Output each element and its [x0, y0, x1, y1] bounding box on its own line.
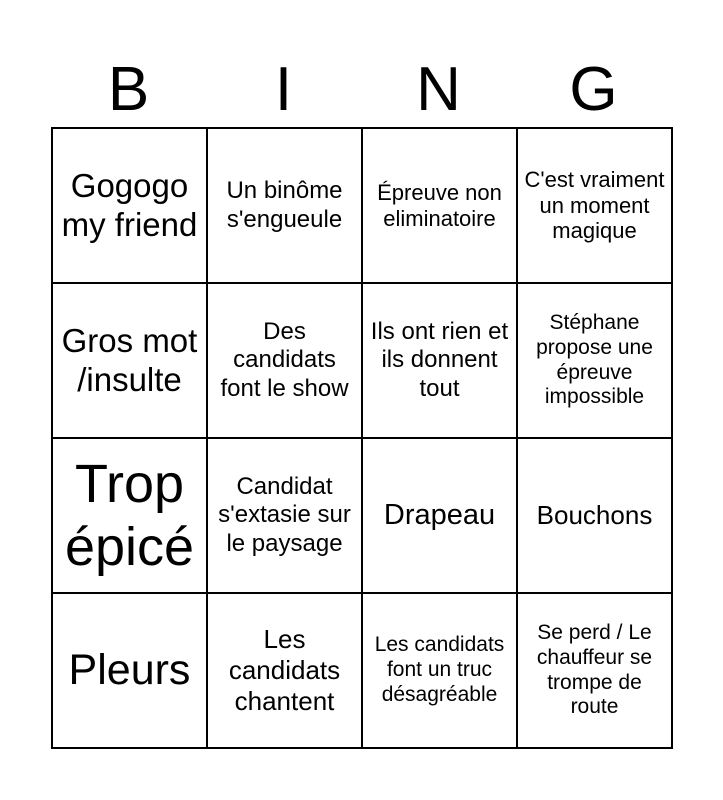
header-letter-i: I — [274, 55, 293, 124]
bingo-row-4 — [52, 593, 672, 748]
bingo-cell[interactable]: Trop épicé — [52, 438, 207, 593]
bingo-cell[interactable]: Les candidats chantent — [207, 593, 362, 748]
bingo-cell[interactable]: Gros mot /insulte — [52, 283, 207, 438]
bingo-cell[interactable]: Stéphane propose une épreuve impossible — [517, 283, 672, 438]
bingo-cell[interactable]: Des candidats font le show — [207, 283, 362, 438]
bingo-cell[interactable]: Épreuve non eliminatoire — [362, 128, 517, 283]
bingo-header — [51, 55, 671, 125]
bingo-cell[interactable]: Pleurs — [52, 593, 207, 748]
header-letter-n: N — [416, 55, 461, 124]
bingo-cell[interactable]: Gogogo my friend — [52, 128, 207, 283]
bingo-cell[interactable]: Ils ont rien et ils donnent tout — [362, 283, 517, 438]
bingo-cell[interactable]: Candidat s'extasie sur le paysage — [207, 438, 362, 593]
bingo-cell[interactable]: Les candidats font un truc désagréable — [362, 593, 517, 748]
bingo-cell[interactable]: Se perd / Le chauffeur se trompe de route — [517, 593, 672, 748]
bingo-row-3 — [52, 438, 672, 593]
bingo-row-2 — [52, 283, 672, 438]
bingo-cell[interactable]: C'est vraiment un moment magique — [517, 128, 672, 283]
header-letter-b: B — [107, 55, 150, 124]
header-letter-g: G — [569, 55, 618, 124]
bingo-cell[interactable]: Bouchons — [517, 438, 672, 593]
bingo-cell[interactable]: Drapeau — [362, 438, 517, 593]
bingo-row-1 — [52, 128, 672, 283]
bingo-grid — [51, 127, 673, 749]
bingo-cell[interactable]: Un binôme s'engueule — [207, 128, 362, 283]
